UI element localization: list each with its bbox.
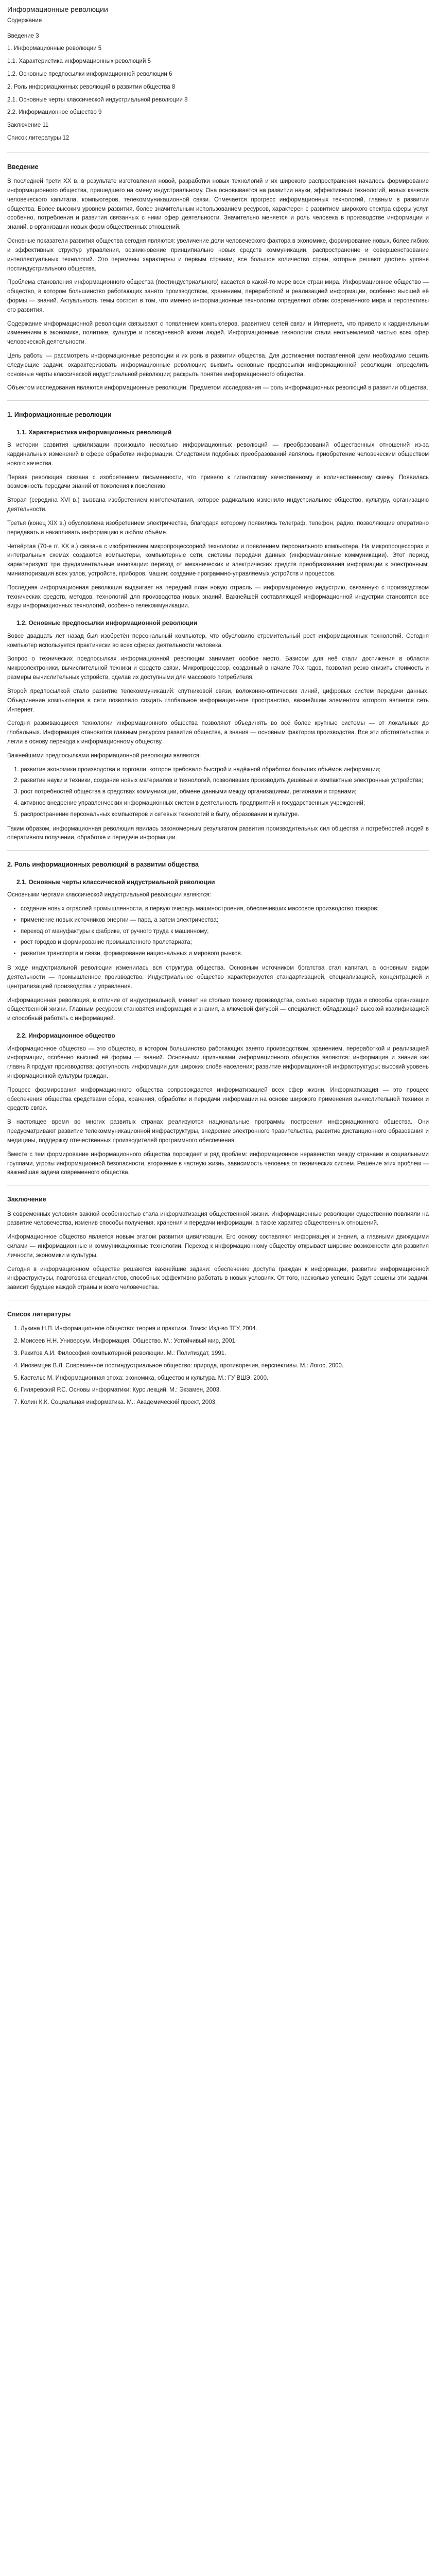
subsection-heading: 2.2. Информационное общество bbox=[16, 1031, 115, 1039]
reference-item: 3. Ракитов А.И. Философия компьютерной революции. М.: Политиздат, 1991. bbox=[21, 1349, 429, 1359]
divider bbox=[7, 400, 429, 401]
paragraph: Вопрос о технических предпосылках информационной революции занимает особое место. Базисом для неё стали достижения в области микроэлектроники, вычислительной техники и средств связи. Микропроцессор, созданный в начале 70-х годов, позволил резко снизить стоимость и размеры вычислительных устройств, сделав их доступными для массового потребителя. bbox=[7, 656, 429, 681]
section-2 bbox=[7, 860, 429, 1178]
paragraph: Первая революция связана с изобретением письменности, что привело к гигантскому качественному и количественному скачку. Появилась возможность передачи знаний от поколения к поколению. bbox=[7, 474, 429, 490]
list-item: • рост городов и формирование промышленного пролетариата; bbox=[21, 938, 429, 947]
divider bbox=[7, 850, 429, 851]
paragraph: Информационная революция, в отличие от индустриальной, меняет не столько технику производства, сколько характер труда и способы организации общественной жизни. Главным ресурсом становятся информация и знания, а ключевой фигурой — специалист, обладающий высокой квалификацией и способный работать с информацией. bbox=[7, 997, 429, 1022]
section-heading: Список литературы bbox=[7, 1311, 71, 1318]
section-1 bbox=[7, 410, 429, 843]
list-item: • создание новых отраслей промышленности, в первую очередь машиностроения, обеспечивших массовое производство товаров; bbox=[21, 905, 429, 914]
section-heading: 1. Информационные революции bbox=[7, 411, 112, 419]
toc-item[interactable]: Список литературы 12 bbox=[7, 135, 69, 141]
list-item: • применение новых источников энергии — пара, а затем электричества; bbox=[21, 916, 429, 925]
references-list bbox=[7, 1325, 429, 1408]
paragraph: Вовсе двадцать лет назад был изобретён персональный компьютер, что обусловило стремительный рост информационных технологий. Сегодня компьютер используется практически во всех сферах деятельности человека. bbox=[7, 633, 429, 649]
toc-item[interactable]: 1.1. Характеристика информационных революций 5 bbox=[7, 58, 151, 65]
table-of-contents bbox=[7, 32, 429, 143]
section-heading: Введение bbox=[7, 163, 39, 171]
paragraph: Основными чертами классической индустриальной революции являются: bbox=[7, 892, 211, 899]
paragraph: Объектом исследования являются информационные революции. Предметом исследования — роль информационных революций в развитии общества. bbox=[7, 385, 428, 392]
list-item: • переход от мануфактуры к фабрике, от ручного труда к машинному; bbox=[21, 927, 429, 937]
divider bbox=[7, 152, 429, 153]
paragraph: Вместе с тем формирование информационного общества порождает и ряд проблем: информационное неравенство между странами и социальными группами, угрозы информационной безопасности, вторжение в частную жизнь, зависимость человека от технических систем. Решение этих проблем — важнейшая задача современного общества. bbox=[7, 1151, 429, 1176]
toc-item[interactable]: 1.2. Основные предпосылки информационной революции 6 bbox=[7, 71, 172, 77]
references-section bbox=[7, 1310, 429, 1408]
paragraph: Основные показатели развития общества сегодня являются: увеличение доли человеческого фактора в экономике, формирование новых, более гибких и эффективных структур управления, возникновение принципиально новых средств коммуникации, распространение и совершенствование интеллектуальных технологий. Это перемены характерны и первым странам, все большое количество стран, которые решают достичь уровня постиндустриального общества. bbox=[7, 238, 429, 272]
subsection-heading: 1.2. Основные предпосылки информационной революции bbox=[16, 619, 198, 627]
toc-item[interactable]: Введение 3 bbox=[7, 32, 39, 39]
conclusion-section bbox=[7, 1195, 429, 1293]
list-item: 1. развитие экономики производства и торговли, которое требовало быстрой и надёжной обработки больших объёмов информации; bbox=[21, 766, 429, 775]
paragraph: Информационное общество является новым этапом развития цивилизации. Его основу составляют информация и знания, а главными движущими силами — информационные и коммуникационные технологии. Переход к информационному обществу открывает широкие возможности для развития личности, экономики и культуры. bbox=[7, 1234, 429, 1259]
paragraph: Проблема становления информационного общества (постиндустриального) касается в какой-то мере всех стран мира. Информационное общество — общество, в котором большинство работающих занято производством, хранением, переработкой и реализацией информации, особенно высшей её формы — знаний. Актуальность темы состоит в том, что именно информационные технологии определяют облик современного мира и перспективы его развития. bbox=[7, 279, 429, 313]
paragraph: В настоящее время во многих развитых странах реализуются национальные программы построения информационного общества. Они предусматривают развитие телекоммуникационной инфраструктуры, внедрение электронного правительства, развитие дистанционного образования и медицины, поддержку отечественных производителей программного обеспечения. bbox=[7, 1119, 429, 1144]
paragraph: Четвёртая (70-е гг. XX в.) связана с изобретением микропроцессорной технологии и появлением персонального компьютера. На микропроцессорах и интегральных схемах создаются компьютеры, компьютерные сети, системы передачи данных (информационные коммуникации). Этот период характеризуют три фундаментальные инновации: переход от механических и электрических средств преобразования информации к электронным; миниатюризация всех узлов, устройств, приборов, машин; создание программно-управляемых устройств и процессов. bbox=[7, 543, 429, 577]
reference-item: 5. Кастельс М. Информационная эпоха: экономика, общество и культура. М.: ГУ ВШЭ, 2000. bbox=[21, 1374, 429, 1383]
paragraph: Информационное общество — это общество, в котором большинство работающих занято производством, хранением, переработкой и реализацией информации, особенно высшей её формы — знаний. Основными признаками информационного общества являются: информация и знания как главный продукт производства; доступность информации для широких слоёв населения; развитие информационной инфраструктуры; высокий уровень информационной культуры граждан. bbox=[7, 1045, 429, 1079]
reference-item: 7. Колин К.К. Социальная информатика. М.: Академический проект, 2003. bbox=[21, 1398, 429, 1408]
paragraph: Вторая (середина XVI в.) вызвана изобретением книгопечатания, которое радикально изменило индустриальное общество, культуру, организацию деятельности. bbox=[7, 497, 429, 513]
paragraph: Последняя информационная революция выдвигает на передний план новую отрасль — информационную индустрию, связанную с производством технических средств, методов, технологий для производства новых знаний. Важнейшей составляющей информационной индустрии становятся все виды информационных технологий, особенно телекоммуникации. bbox=[7, 584, 429, 609]
list-item: 2. развитие науки и техники, создание новых материалов и технологий, позволивших производить дешёвые и компактные электронные устройства; bbox=[21, 776, 429, 786]
subsection-heading: 1.1. Характеристика информационных революций bbox=[16, 428, 172, 436]
paragraph: Таким образом, информационная революция явилась закономерным результатом развития производительных сил общества и потребностей людей в оперативном получении, обработке и передаче информации. bbox=[7, 825, 429, 841]
toc-item[interactable]: 1. Информационные революции 5 bbox=[7, 45, 102, 52]
section-heading: 2. Роль информационных революций в развитии общества bbox=[7, 861, 199, 869]
paragraph: В современных условиях важной особенностью стала информатизация общественной жизни. Информационные революции существенно повлияли на развитие человечества, изменив способы получения, хранения и передачи информации, а также характер общественных отношений. bbox=[7, 1211, 429, 1227]
bullet-list bbox=[7, 905, 429, 959]
document-title: Информационные революции bbox=[7, 5, 108, 13]
reference-item: 2. Моисеев Н.Н. Универсум. Информация. Общество. М.: Устойчивый мир, 2001. bbox=[21, 1337, 429, 1346]
paragraph: В ходе индустриальной революции изменилась вся структура общества. Основным источником богатства стал капитал, а основным видом деятельности — промышленное производство. Индустриальное общество характеризуется стандартизацией, специализацией, концентрацией и централизацией производства и управления. bbox=[7, 965, 429, 990]
intro-section bbox=[7, 162, 429, 393]
list-item: 4. активное внедрение управленческих информационных систем в деятельность предприятий и государственных учреждений; bbox=[21, 799, 429, 808]
list-item: 5. распространение персональных компьютеров и сетевых технологий в быту, образовании и культуре. bbox=[21, 810, 429, 820]
list-item: 3. рост потребностей общества в средствах коммуникации, обмене данными между организациями, регионами и странами; bbox=[21, 788, 429, 797]
subsection-heading: 2.1. Основные черты классической индустриальной революции bbox=[16, 878, 215, 886]
reference-item: 6. Гиляревский Р.С. Основы информатики: Курс лекций. М.: Экзамен, 2003. bbox=[21, 1386, 429, 1395]
toc-item[interactable]: Заключение 11 bbox=[7, 122, 49, 129]
paragraph: В истории развития цивилизации произошло несколько информационных революций — преобразований общественных отношений из-за кардинальных изменений в сфере обработки информации. Следствием подобных преобразований являлось приобретение человеческим обществом нового качества. bbox=[7, 442, 429, 467]
toc-item[interactable]: 2.1. Основные черты классической индустриальной революции 8 bbox=[7, 96, 188, 103]
toc-item[interactable]: 2. Роль информационных революций в развитии общества 8 bbox=[7, 83, 176, 90]
toc-label: Содержание bbox=[7, 17, 42, 24]
paragraph: Сегодня развивающиеся технологии информационного общества позволяют объединять во всё более крупные системы — от локальных до глобальных. Информация становится главным ресурсом развития общества, а знания — основным фактором производства. Все эти обстоятельства и легли в основу перехода к информационному обществу. bbox=[7, 720, 429, 745]
numbered-list bbox=[7, 766, 429, 820]
section-heading: Заключение bbox=[7, 1196, 46, 1204]
list-item: • развитие транспорта и связи, формирование национальных и мирового рынков. bbox=[21, 950, 429, 959]
paragraph: Третья (конец XIX в.) обусловлена изобретением электричества, благодаря которому появились телеграф, телефон, радио, позволяющие оперативно передавать и накапливать информацию в любом объёме. bbox=[7, 520, 429, 536]
toc-item[interactable]: 2.2. Информационное общество 9 bbox=[7, 109, 102, 116]
paragraph: Цель работы — рассмотреть информационные революции и их роль в развитии общества. Для достижения поставленной цели необходимо решить следующие задачи: охарактеризовать информационные революции; выявить основные предпосылки информационной революции; определить основные черты классической индустриальной революции; раскрыть понятие информационного общества. bbox=[7, 353, 429, 378]
reference-item: 1. Лукина Н.П. Информационное общество: теория и практика. Томск: Изд-во ТГУ, 2004. bbox=[21, 1325, 429, 1334]
paragraph: Процесс формирования информационного общества сопровождается информатизацией всех сфер жизни. Информатизация — это процесс обеспечения общества средствами сбора, хранения, обработки и передачи информации на основе широкого применения вычислительной техники и средств связи. bbox=[7, 1087, 429, 1112]
paragraph: Важнейшими предпосылками информационной революции являются: bbox=[7, 752, 201, 759]
paragraph: Сегодня в информационном обществе решаются важнейшие задачи: обеспечение доступа граждан к информации, развитие информационной инфраструктуры, подготовка специалистов, способных эффективно работать в новых условиях. От того, насколько успешно будут решены эти задачи, зависит будущее каждой страны и всего человечества. bbox=[7, 1266, 429, 1291]
paragraph: Второй предпосылкой стало развитие телекоммуникаций: спутниковой связи, волоконно-оптических линий, цифровых систем передачи данных. Объединение компьютеров в сети позволило создать глобальное информационное пространство, важнейшим элементом которого является сеть Интернет. bbox=[7, 688, 429, 713]
paragraph: В последней трети XX в. в результате изготовления новой, разработки новых технологий и их широкого распространения началось формирование информационного общества, пришедшего на смену индустриальному. Она основывается на развитии науки, эффективных технологий, новых качеств человеческого капитала, компьютеров, телекоммуникационной связи. Отмечается прогресс информационных технологий, главным в развитии общества. Более высоким уровнем развития, более значительным использованием ресурсов, характерен с развитием широкого спектра сферы услуг, особенно, потребления и развития связанных с ними сфер деятельности. Значительно меняется и роль человека в производстве информации и знаний, в организации новых форм общественных отношений. bbox=[7, 178, 429, 231]
paragraph: Содержание информационной революции связывают с появлением компьютеров, развитием сетей связи и Интернета, что привело к кардинальным изменениям в экономике, политике, культуре и повседневной жизни людей. Информационные технологии стали неотъемлемой частью всех сфер человеческой деятельности. bbox=[7, 320, 429, 346]
reference-item: 4. Иноземцев В.Л. Современное постиндустриальное общество: природа, противоречия, перспективы. М.: Логос, 2000. bbox=[21, 1362, 429, 1371]
